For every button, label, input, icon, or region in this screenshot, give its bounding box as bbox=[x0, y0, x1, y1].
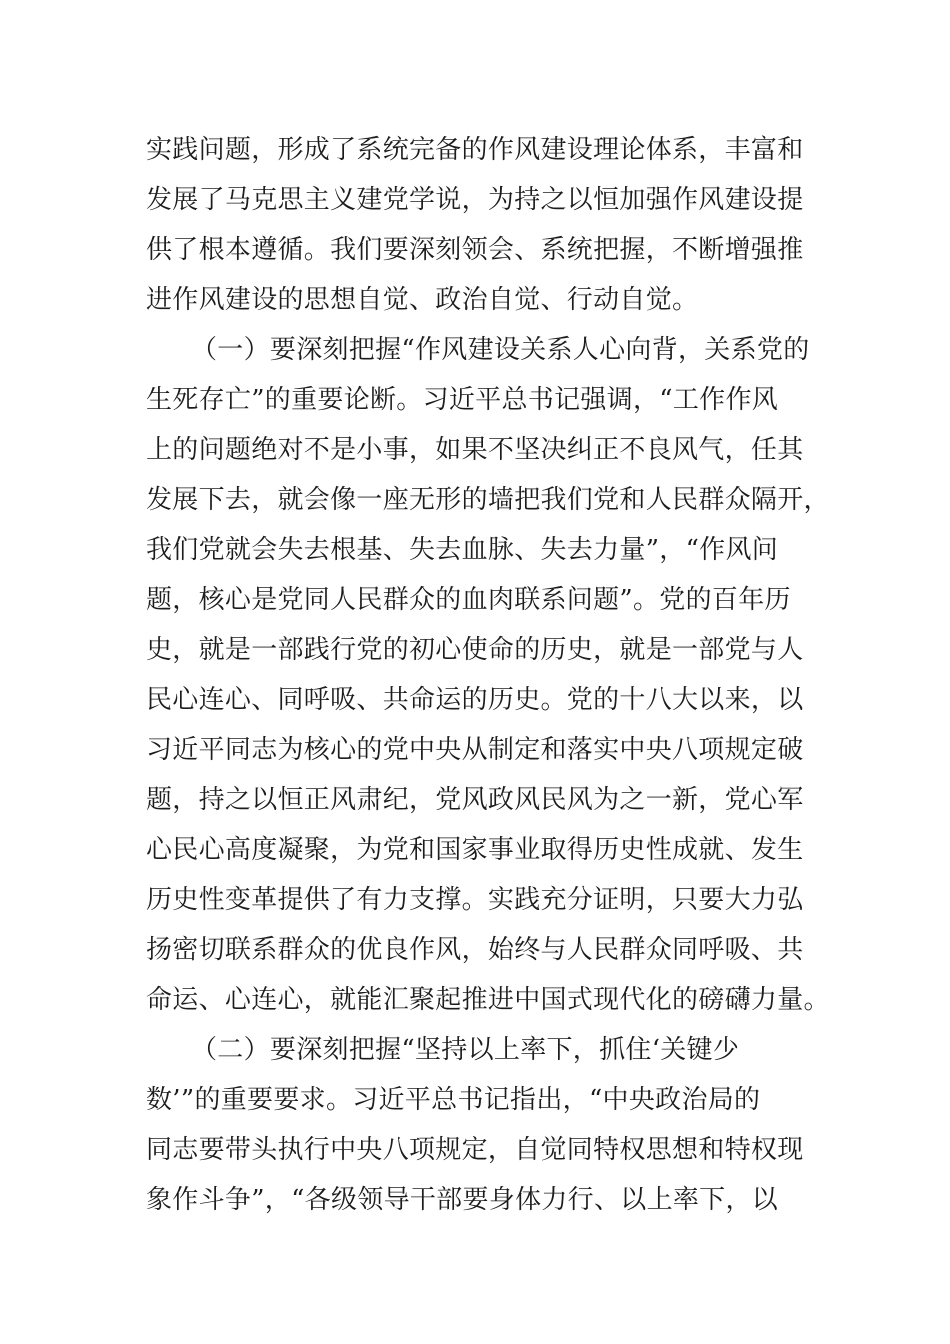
text-line: 史，就是一部践行党的初心使命的历史，就是一部党与人 bbox=[146, 635, 804, 665]
text-line: 命运、心连心，就能汇聚起推进中国式现代化的磅礴力量。 bbox=[146, 985, 830, 1015]
text-line: 题，核心是党同人民群众的血肉联系问题”。党的百年历 bbox=[146, 585, 791, 615]
text-line: 数’”的重要要求。习近平总书记指出，“中央政治局的 bbox=[146, 1085, 761, 1115]
section-heading-line: （一）要深刻把握“作风建设关系人心向背，关系党的 bbox=[191, 335, 810, 365]
body-text bbox=[146, 125, 830, 1225]
text-line: 心民心高度凝聚，为党和国家事业取得历史性成就、发生 bbox=[146, 835, 804, 865]
text-line: 生死存亡”的重要论断。习近平总书记强调，“工作作风 bbox=[146, 385, 779, 415]
text-line: 发展了马克思主义建党学说，为持之以恒加强作风建设提 bbox=[146, 185, 804, 215]
section-heading-line: （二）要深刻把握“坚持以上率下，抓住‘关键少 bbox=[191, 1035, 740, 1065]
text-line: 同志要带头执行中央八项规定，自觉同特权思想和特权现 bbox=[146, 1135, 804, 1165]
text-line: 习近平同志为核心的党中央从制定和落实中央八项规定破 bbox=[146, 735, 804, 765]
text-line: 上的问题绝对不是小事，如果不坚决纠正不良风气，任其 bbox=[146, 435, 804, 465]
text-line: 历史性变革提供了有力支撑。实践充分证明，只要大力弘 bbox=[146, 885, 804, 915]
text-line: 发展下去，就会像一座无形的墙把我们党和人民群众隔开， bbox=[146, 485, 830, 515]
text-line: 题，持之以恒正风肃纪，党风政风民风为之一新，党心军 bbox=[146, 785, 804, 815]
text-line: 我们党就会失去根基、失去血脉、失去力量”，“作风问 bbox=[146, 535, 779, 565]
text-line: 扬密切联系群众的优良作风，始终与人民群众同呼吸、共 bbox=[146, 935, 804, 965]
text-line: 民心连心、同呼吸、共命运的历史。党的十八大以来，以 bbox=[146, 685, 804, 715]
text-line: 象作斗争”，“各级领导干部要身体力行、以上率下，以 bbox=[146, 1185, 779, 1215]
text-line: 进作风建设的思想自觉、政治自觉、行动自觉。 bbox=[146, 285, 699, 315]
text-line: 实践问题，形成了系统完备的作风建设理论体系，丰富和 bbox=[146, 135, 804, 165]
text-line: 供了根本遵循。我们要深刻领会、系统把握，不断增强推 bbox=[146, 235, 804, 265]
